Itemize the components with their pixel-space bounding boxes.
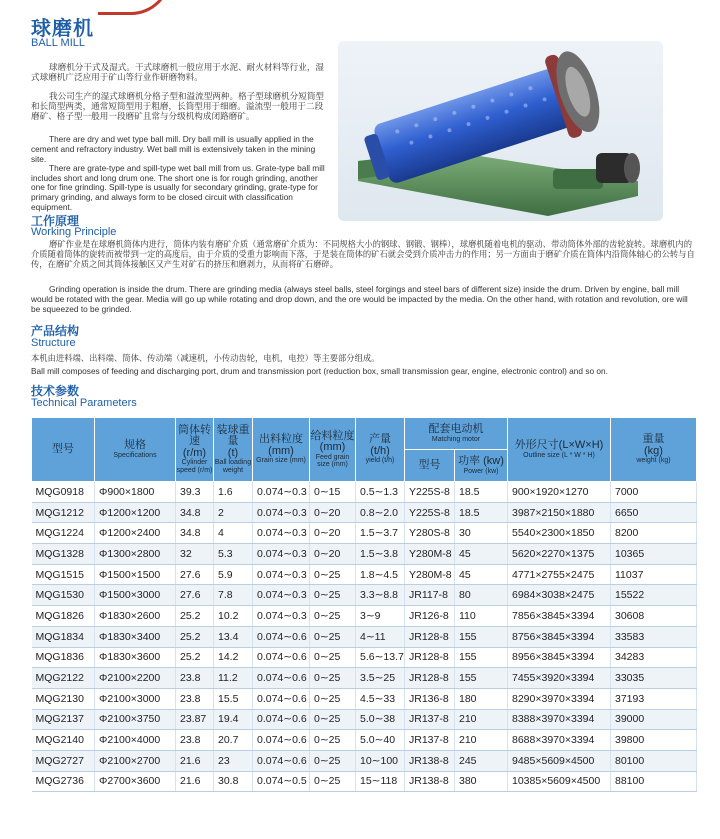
cell-cylinder-speed: 25.2	[176, 606, 214, 627]
intro-cn-paragraph-1: 球磨机分干式及湿式。干式球磨机一般应用于水泥、耐火材料等行业，湿式球磨机广泛应用于矿山等行业作研磨物料。	[31, 62, 325, 83]
col-header-dimensions: 外形尺寸(L×W×H) Outline size (L * W * H)	[508, 418, 611, 482]
cell-motor-model: Y225S-8	[405, 482, 455, 503]
cell-power: 18.5	[455, 502, 508, 523]
table-row	[32, 730, 697, 751]
cell-dimensions: 5540×2300×1850	[508, 523, 611, 544]
cell-model: MQG2727	[32, 750, 95, 771]
cell-power: 110	[455, 606, 508, 627]
cell-model: MQG2736	[32, 771, 95, 792]
page-subtitle: BALL MILL	[31, 37, 86, 49]
cell-specification: Φ1830×3400	[95, 626, 176, 647]
cell-yield: 3.3∼8.8	[356, 585, 405, 606]
cell-cylinder-speed: 23.8	[176, 668, 214, 689]
cell-model: MQG2137	[32, 709, 95, 730]
col-header-yield: 产量 (t/h) yield (t/h)	[356, 418, 405, 482]
cell-motor-model: JR128-8	[405, 668, 455, 689]
decorative-arc	[98, 0, 171, 15]
cell-power: 80	[455, 585, 508, 606]
cell-model: MQG1515	[32, 564, 95, 585]
cell-yield: 4.5∼33	[356, 688, 405, 709]
cell-model: MQG2130	[32, 688, 95, 709]
cell-weight: 33035	[611, 668, 697, 689]
cell-grain-size: 0.074∼0.3	[253, 564, 310, 585]
cell-weight: 11037	[611, 564, 697, 585]
working-principle-cn: 磨矿作业是在球磨机筒体内进行，筒体内装有磨矿介质（通常磨矿介质为：不同规格大小的钢球、钢锻、钢棒），球磨机随着电机的驱动、带动筒体外部的齿轮旋转。球磨机内的介质随着筒体的旋转而被带到一定的高度后，由于介质的受重力影响而下落，于是装在筒体的矿石就会受到介质冲击力的作用；另一方面由于磨矿介质在筒体内沿筒体轴心的公转与自传，在磨矿介质之间其筒体接触区又产生对矿石的挤压和磨剥力，从而将矿石磨碎。	[31, 239, 695, 269]
cell-dimensions: 8956×3845×3394	[508, 647, 611, 668]
cell-weight: 88100	[611, 771, 697, 792]
cell-specification: Φ2100×2700	[95, 750, 176, 771]
cell-ball-load: 15.5	[214, 688, 253, 709]
cell-feed-size: 0∼25	[310, 647, 356, 668]
spec-table	[31, 417, 697, 792]
cell-power: 210	[455, 709, 508, 730]
table-row	[32, 564, 697, 585]
intro-en-paragraph-1: There are dry and wet type ball mill. Dry ball mill is usually applied in the cement and refractory industry. Wet ball mill is extensively taken in the mining site.	[31, 134, 316, 164]
table-row	[32, 544, 697, 565]
cell-cylinder-speed: 23.8	[176, 730, 214, 751]
table-row	[32, 502, 697, 523]
cell-feed-size: 0∼25	[310, 771, 356, 792]
cell-specification: Φ1830×3600	[95, 647, 176, 668]
table-row	[32, 585, 697, 606]
col-header-power: 功率 (kw) Power (kw)	[455, 450, 508, 482]
cell-ball-load: 1.6	[214, 482, 253, 503]
cell-cylinder-speed: 23.87	[176, 709, 214, 730]
cell-dimensions: 7455×3920×3394	[508, 668, 611, 689]
cell-cylinder-speed: 27.6	[176, 564, 214, 585]
cell-yield: 1.5∼3.7	[356, 523, 405, 544]
cell-yield: 5.0∼40	[356, 730, 405, 751]
table-row	[32, 523, 697, 544]
cell-cylinder-speed: 23.8	[176, 688, 214, 709]
cell-yield: 10∼100	[356, 750, 405, 771]
cell-model: MQG2140	[32, 730, 95, 751]
cell-power: 45	[455, 544, 508, 565]
cell-weight: 6650	[611, 502, 697, 523]
structure-heading-en: Structure	[31, 337, 76, 349]
cell-dimensions: 7856×3845×3394	[508, 606, 611, 627]
cell-motor-model: JR128-8	[405, 626, 455, 647]
cell-grain-size: 0.074∼0.3	[253, 606, 310, 627]
cell-weight: 34283	[611, 647, 697, 668]
cell-yield: 15∼118	[356, 771, 405, 792]
cell-model: MQG1836	[32, 647, 95, 668]
ball-mill-illustration	[338, 41, 663, 221]
intro-cn-paragraph-2: 我公司生产的湿式球磨机分格子型和溢流型两种。格子型球磨机分短筒型和长筒型两类，通常短筒型用于粗磨，长筒型用于细磨。溢流型一般用于二段磨矿、格子型一般用一段磨矿且常与分级机构成闭路磨矿。	[31, 90, 325, 122]
page-title: 球磨机	[31, 18, 94, 40]
cell-motor-model: JR138-8	[405, 771, 455, 792]
structure-heading: 产品结构	[31, 324, 80, 338]
cell-grain-size: 0.074∼0.3	[253, 482, 310, 503]
cell-weight: 30608	[611, 606, 697, 627]
structure-en: Ball mill composes of feeding and discharging port, drum and transmission port (reduction box, small transmission gear, engine, electronic control) and so on.	[31, 365, 608, 376]
cell-model: MQG1328	[32, 544, 95, 565]
cell-cylinder-speed: 32	[176, 544, 214, 565]
table-row	[32, 482, 697, 503]
cell-dimensions: 900×1920×1270	[508, 482, 611, 503]
cell-grain-size: 0.074∼0.3	[253, 523, 310, 544]
cell-specification: Φ1500×1500	[95, 564, 176, 585]
working-principle-heading: 工作原理	[31, 214, 80, 228]
cell-dimensions: 9485×5609×4500	[508, 750, 611, 771]
cell-grain-size: 0.074∼0.6	[253, 688, 310, 709]
structure-text	[31, 354, 696, 377]
cell-power: 155	[455, 647, 508, 668]
cell-weight: 33583	[611, 626, 697, 647]
cell-dimensions: 8756×3845×3394	[508, 626, 611, 647]
cell-power: 180	[455, 688, 508, 709]
cell-specification: Φ2100×2200	[95, 668, 176, 689]
table-row	[32, 771, 697, 792]
cell-power: 30	[455, 523, 508, 544]
col-header-feed: 给料粒度 (mm) Feed grain size (mm)	[310, 418, 356, 482]
cell-cylinder-speed: 21.6	[176, 771, 214, 792]
cell-specification: Φ900×1800	[95, 482, 176, 503]
cell-specification: Φ1300×2800	[95, 544, 176, 565]
cell-weight: 15522	[611, 585, 697, 606]
cell-cylinder-speed: 27.6	[176, 585, 214, 606]
cell-motor-model: Y280S-8	[405, 523, 455, 544]
cell-motor-model: Y225S-8	[405, 502, 455, 523]
cell-grain-size: 0.074∼0.6	[253, 626, 310, 647]
cell-power: 210	[455, 730, 508, 751]
working-principle-heading-en: Working Principle	[31, 226, 117, 238]
working-principle-text	[31, 240, 696, 315]
cell-motor-model: JR137-8	[405, 709, 455, 730]
cell-cylinder-speed: 25.2	[176, 647, 214, 668]
table-row	[32, 709, 697, 730]
cell-feed-size: 0∼25	[310, 564, 356, 585]
cell-feed-size: 0∼25	[310, 730, 356, 751]
cell-ball-load: 20.7	[214, 730, 253, 751]
cell-ball-load: 2	[214, 502, 253, 523]
col-header-ball-load: 装球重量 (t) Ball loading weight	[214, 418, 253, 482]
cell-dimensions: 10385×5609×4500	[508, 771, 611, 792]
cell-model: MQG1530	[32, 585, 95, 606]
cell-feed-size: 0∼20	[310, 544, 356, 565]
cell-model: MQG1212	[32, 502, 95, 523]
cell-feed-size: 0∼25	[310, 606, 356, 627]
cell-ball-load: 14.2	[214, 647, 253, 668]
cell-weight: 80100	[611, 750, 697, 771]
col-header-motor-model: 型号	[405, 450, 455, 482]
cell-motor-model: JR136-8	[405, 688, 455, 709]
cell-cylinder-speed: 25.2	[176, 626, 214, 647]
cell-dimensions: 8388×3970×3394	[508, 709, 611, 730]
cell-grain-size: 0.074∼0.6	[253, 647, 310, 668]
cell-weight: 39800	[611, 730, 697, 751]
cell-power: 380	[455, 771, 508, 792]
cell-yield: 3∼9	[356, 606, 405, 627]
cell-weight: 39000	[611, 709, 697, 730]
cell-dimensions: 4771×2755×2475	[508, 564, 611, 585]
cell-motor-model: Y280M-8	[405, 544, 455, 565]
intro-section	[31, 62, 325, 212]
cell-model: MQG1834	[32, 626, 95, 647]
cell-ball-load: 5.3	[214, 544, 253, 565]
cell-feed-size: 0∼25	[310, 585, 356, 606]
cell-feed-size: 0∼20	[310, 523, 356, 544]
cell-motor-model: JR128-8	[405, 647, 455, 668]
cell-grain-size: 0.074∼0.6	[253, 750, 310, 771]
table-row	[32, 688, 697, 709]
cell-ball-load: 23	[214, 750, 253, 771]
cell-specification: Φ2100×3000	[95, 688, 176, 709]
cell-grain-size: 0.074∼0.3	[253, 502, 310, 523]
cell-feed-size: 0∼15	[310, 482, 356, 503]
cell-grain-size: 0.074∼0.3	[253, 585, 310, 606]
cell-power: 155	[455, 626, 508, 647]
cell-ball-load: 4	[214, 523, 253, 544]
cell-motor-model: JR137-8	[405, 730, 455, 751]
cell-yield: 3.5∼25	[356, 668, 405, 689]
table-row	[32, 606, 697, 627]
cell-power: 18.5	[455, 482, 508, 503]
cell-yield: 0.5∼1.3	[356, 482, 405, 503]
cell-motor-model: Y280M-8	[405, 564, 455, 585]
cell-model: MQG2122	[32, 668, 95, 689]
cell-specification: Φ1500×3000	[95, 585, 176, 606]
cell-weight: 10365	[611, 544, 697, 565]
cell-grain-size: 0.074∼0.6	[253, 730, 310, 751]
cell-ball-load: 5.9	[214, 564, 253, 585]
technical-parameters-heading: 技术参数	[31, 384, 80, 398]
cell-feed-size: 0∼25	[310, 626, 356, 647]
cell-feed-size: 0∼25	[310, 668, 356, 689]
table-row	[32, 647, 697, 668]
cell-specification: Φ2100×4000	[95, 730, 176, 751]
cell-feed-size: 0∼25	[310, 688, 356, 709]
cell-power: 245	[455, 750, 508, 771]
ball-mill-photo	[338, 41, 663, 221]
cell-feed-size: 0∼20	[310, 502, 356, 523]
technical-parameters-heading-en: Technical Parameters	[31, 397, 137, 409]
cell-yield: 5.6∼13.7	[356, 647, 405, 668]
col-header-model: 型号	[32, 418, 95, 482]
cell-cylinder-speed: 34.8	[176, 502, 214, 523]
table-row	[32, 626, 697, 647]
cell-grain-size: 0.074∼0.6	[253, 709, 310, 730]
col-header-weight: 重量 (kg) weight (kg)	[611, 418, 697, 482]
cell-weight: 7000	[611, 482, 697, 503]
cell-grain-size: 0.074∼0.6	[253, 668, 310, 689]
cell-model: MQG1224	[32, 523, 95, 544]
working-principle-en: Grinding operation is inside the drum. There are grinding media (always steel balls, steel forgings and steel bars of different size) inside the drum. Driven by engine, ball mill would be rotated with the gear. Media will go up while rotating and drop down, and the ore would be impacted by the media. On the other hand, with rotation and revolution, ore will be squeezed to be grinded.	[31, 284, 688, 314]
cell-dimensions: 5620×2270×1375	[508, 544, 611, 565]
cell-ball-load: 19.4	[214, 709, 253, 730]
col-header-speed: 筒体转速 (r/m) Cylinder speed (r/m)	[176, 418, 214, 482]
cell-weight: 8200	[611, 523, 697, 544]
cell-yield: 1.8∼4.5	[356, 564, 405, 585]
cell-motor-model: JR126-8	[405, 606, 455, 627]
cell-yield: 0.8∼2.0	[356, 502, 405, 523]
cell-dimensions: 3987×2150×1880	[508, 502, 611, 523]
cell-specification: Φ1830×2600	[95, 606, 176, 627]
cell-ball-load: 13.4	[214, 626, 253, 647]
cell-power: 45	[455, 564, 508, 585]
col-header-motor: 配套电动机 Matching motor	[405, 418, 508, 450]
structure-cn: 本机由进料端、出料端、筒体、传动端（减速机，小传动齿轮，电机，电控）等主要部分组成。	[31, 353, 380, 363]
cell-ball-load: 30.8	[214, 771, 253, 792]
cell-ball-load: 11.2	[214, 668, 253, 689]
cell-dimensions: 8688×3970×3394	[508, 730, 611, 751]
cell-ball-load: 10.2	[214, 606, 253, 627]
cell-dimensions: 8290×3970×3394	[508, 688, 611, 709]
cell-cylinder-speed: 21.6	[176, 750, 214, 771]
cell-cylinder-speed: 39.3	[176, 482, 214, 503]
cell-power: 155	[455, 668, 508, 689]
intro-en-paragraph-2: There are grate-type and spill-type wet ball mill from us. Grate-type ball mill includes short and long drum one. The short one is for rough grinding, another one for fine grinding. Spill-type is usually for secondary grinding, grate-type for primary grinding, and always form to be closed circuit with classification equipment.	[31, 163, 325, 212]
col-header-grain: 出料粒度 (mm) Grain size (mm)	[253, 418, 310, 482]
cell-dimensions: 6984×3038×2475	[508, 585, 611, 606]
cell-model: MQG0918	[32, 482, 95, 503]
cell-yield: 1.5∼3.8	[356, 544, 405, 565]
cell-yield: 4∼11	[356, 626, 405, 647]
cell-ball-load: 7.8	[214, 585, 253, 606]
cell-motor-model: JR117-8	[405, 585, 455, 606]
table-row	[32, 668, 697, 689]
cell-specification: Φ2700×3600	[95, 771, 176, 792]
cell-specification: Φ1200×2400	[95, 523, 176, 544]
cell-yield: 5.0∼38	[356, 709, 405, 730]
cell-weight: 37193	[611, 688, 697, 709]
col-header-spec: 规格 Specifications	[95, 418, 176, 482]
table-row	[32, 750, 697, 771]
cell-motor-model: JR138-8	[405, 750, 455, 771]
cell-grain-size: 0.074∼0.3	[253, 544, 310, 565]
cell-feed-size: 0∼25	[310, 750, 356, 771]
cell-cylinder-speed: 34.8	[176, 523, 214, 544]
cell-feed-size: 0∼25	[310, 709, 356, 730]
cell-specification: Φ1200×1200	[95, 502, 176, 523]
cell-model: MQG1826	[32, 606, 95, 627]
cell-specification: Φ2100×3750	[95, 709, 176, 730]
cell-grain-size: 0.074∼0.5	[253, 771, 310, 792]
